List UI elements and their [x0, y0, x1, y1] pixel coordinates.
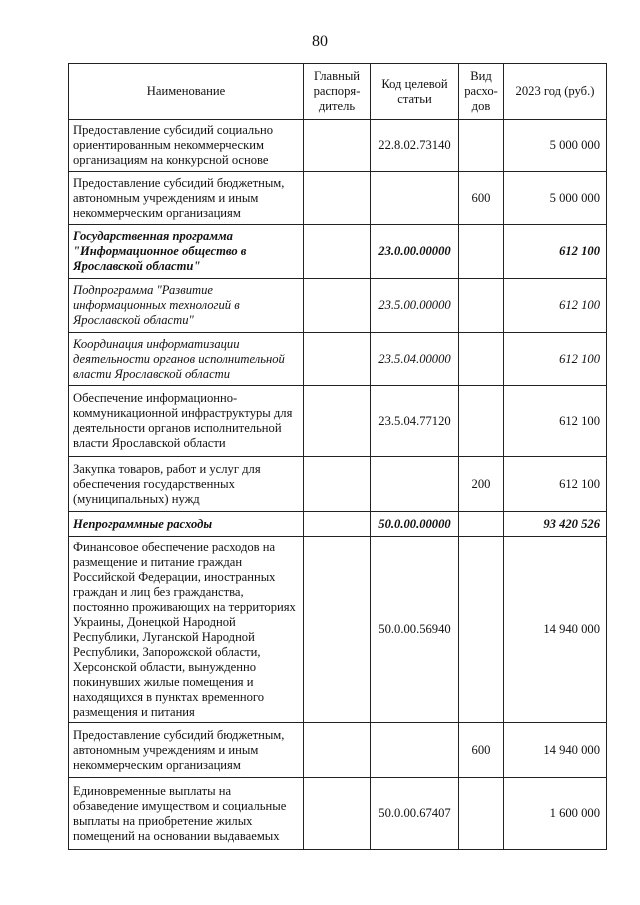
table-row: [69, 723, 607, 778]
row-admin: [304, 172, 371, 225]
budget-table: [68, 63, 607, 850]
header-vid: Вид расхо- дов: [459, 64, 504, 120]
row-vid: [459, 279, 504, 333]
row-admin: [304, 512, 371, 537]
row-code: [371, 723, 459, 778]
row-sum: 612 100: [504, 333, 607, 386]
row-vid: [459, 512, 504, 537]
row-code: [371, 457, 459, 512]
row-name: Закупка товаров, работ и услуг для обеспечения государственных (муниципальных) нужд: [69, 457, 304, 512]
row-admin: [304, 225, 371, 279]
row-admin: [304, 457, 371, 512]
row-sum: 1 600 000: [504, 778, 607, 850]
row-code: [371, 172, 459, 225]
row-vid: [459, 120, 504, 172]
table-row: [69, 457, 607, 512]
row-vid: [459, 778, 504, 850]
row-name: Непрограммные расходы: [69, 512, 304, 537]
row-code: 23.5.04.00000: [371, 333, 459, 386]
row-code: 50.0.00.67407: [371, 778, 459, 850]
row-vid: [459, 386, 504, 457]
row-admin: [304, 333, 371, 386]
row-sum: 93 420 526: [504, 512, 607, 537]
row-vid: 200: [459, 457, 504, 512]
table-row: [69, 225, 607, 279]
row-admin: [304, 386, 371, 457]
header-row: [69, 64, 607, 120]
row-admin: [304, 279, 371, 333]
header-sum: 2023 год (руб.): [504, 64, 607, 120]
table-row: [69, 120, 607, 172]
row-admin: [304, 120, 371, 172]
row-name: Подпрограмма "Развитие информационных технологий в Ярославской области": [69, 279, 304, 333]
row-admin: [304, 537, 371, 723]
header-admin: Главный распоря- дитель: [304, 64, 371, 120]
row-code: 50.0.00.56940: [371, 537, 459, 723]
header-name: Наименование: [69, 64, 304, 120]
row-sum: 612 100: [504, 457, 607, 512]
row-vid: 600: [459, 723, 504, 778]
row-code: 23.5.04.77120: [371, 386, 459, 457]
row-admin: [304, 723, 371, 778]
row-name: Координация информатизации деятельности органов исполнительной власти Ярославской области: [69, 333, 304, 386]
row-vid: [459, 225, 504, 279]
row-admin: [304, 778, 371, 850]
row-name: Обеспечение информационно-коммуникационной инфраструктуры для деятельности органов исполнительной власти Ярославской области: [69, 386, 304, 457]
row-vid: [459, 333, 504, 386]
row-sum: 5 000 000: [504, 120, 607, 172]
table-row: [69, 172, 607, 225]
header-code: Код целевой статьи: [371, 64, 459, 120]
row-sum: 5 000 000: [504, 172, 607, 225]
row-name: Предоставление субсидий бюджетным, автономным учреждениям и иным некоммерческим организациям: [69, 723, 304, 778]
row-vid: [459, 537, 504, 723]
row-vid: 600: [459, 172, 504, 225]
table-row: [69, 778, 607, 850]
row-sum: 14 940 000: [504, 723, 607, 778]
row-name: Государственная программа "Информационное общество в Ярославской области": [69, 225, 304, 279]
row-name: Предоставление субсидий бюджетным, автономным учреждениям и иным некоммерческим организациям: [69, 172, 304, 225]
row-sum: 612 100: [504, 225, 607, 279]
row-code: 50.0.00.00000: [371, 512, 459, 537]
table-row: [69, 279, 607, 333]
row-code: 23.0.00.00000: [371, 225, 459, 279]
table-row: [69, 333, 607, 386]
table-row: [69, 512, 607, 537]
row-code: 23.5.00.00000: [371, 279, 459, 333]
row-sum: 612 100: [504, 279, 607, 333]
row-name: Предоставление субсидий социально ориентированным некоммерческим организациям на конкурсной основе: [69, 120, 304, 172]
row-name: Единовременные выплаты на обзаведение имуществом и социальные выплаты на приобретение жилых помещений на основании выдаваемых: [69, 778, 304, 850]
table-row: [69, 386, 607, 457]
row-code: 22.8.02.73140: [371, 120, 459, 172]
row-sum: 14 940 000: [504, 537, 607, 723]
page-number: 80: [312, 33, 328, 50]
table-row: [69, 537, 607, 723]
row-sum: 612 100: [504, 386, 607, 457]
row-name: Финансовое обеспечение расходов на размещение и питание граждан Российской Федерации, иностранных граждан и лиц без гражданства, постоянно проживающих на территориях Украины, Донецкой Народной Республики, Луганской Народной Республики, Запорожской области, Херсонской области, вынужденно покинувших жилые помещения и находящихся в пунктах временного размещения и питания: [69, 537, 304, 723]
